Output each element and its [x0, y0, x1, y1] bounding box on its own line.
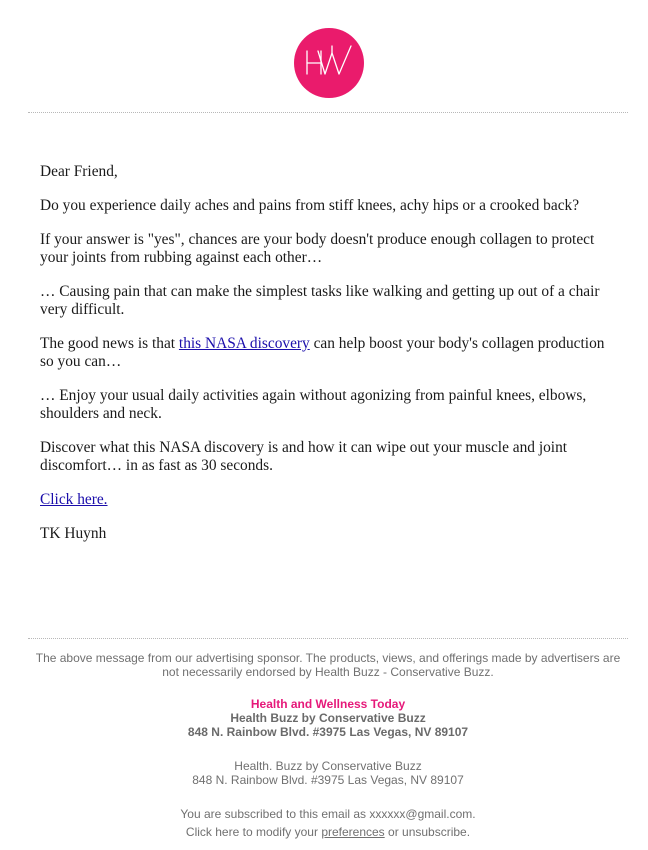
preferences-text-start: Click here to modify your — [185, 825, 322, 839]
header-divider — [28, 112, 628, 113]
preferences-link[interactable]: preferences — [321, 825, 385, 839]
paragraph-1: Do you experience daily aches and pains from stiff knees, achy hips or a crooked back? — [40, 197, 580, 214]
hw-logo — [294, 28, 364, 98]
click-here-link[interactable]: Click here. — [40, 491, 108, 508]
company-address: 848 N. Rainbow Blvd. #3975 Las Vegas, NV 89107 — [192, 773, 464, 787]
paragraph-3: … Causing pain that can make the simplest tasks like walking and getting up out of a chair very difficult. — [40, 283, 600, 318]
cta-paragraph — [40, 491, 616, 509]
company-name-bold: Health Buzz by Conservative Buzz — [230, 711, 426, 725]
brand-name: Health and Wellness Today — [250, 697, 406, 711]
signature: TK Huynh — [40, 525, 107, 542]
preferences-text-end: or unsubscribe. — [384, 825, 471, 839]
company-address-bold: 848 N. Rainbow Blvd. #3975 Las Vegas, NV 89107 — [187, 725, 469, 739]
email-header — [0, 0, 648, 113]
sponsor-disclaimer: The above message from our advertising sponsor. The products, views, and offerings made by advertisers are not necessarily endorsed by Health Buzz - Conservative Buzz. — [35, 651, 621, 679]
email-footer — [28, 651, 628, 839]
paragraph-4 — [40, 335, 616, 371]
letter-body — [40, 163, 616, 559]
company-block — [28, 759, 628, 787]
greeting: Dear Friend, — [40, 163, 118, 180]
subscription-notice: You are subscribed to this email as xxxxxx@gmail.com. — [180, 807, 476, 821]
paragraph-5: … Enjoy your usual daily activities again without agonizing from painful knees, elbows, shoulders and neck. — [40, 387, 587, 422]
paragraph-4-text-end: can help boost your body's collagen production so you can… — [40, 335, 605, 370]
paragraph-4-text-start: The good news is that — [40, 335, 179, 352]
paragraph-2: If your answer is "yes", chances are your body doesn't produce enough collagen to protect your joints from rubbing against each other… — [40, 231, 595, 266]
hw-logo-mark — [294, 28, 364, 98]
footer-divider — [28, 638, 628, 639]
paragraph-6: Discover what this NASA discovery is and how it can wipe out your muscle and joint discomfort… in as fast as 30 seconds. — [40, 439, 568, 474]
preferences-line — [28, 825, 628, 839]
company-name: Health. Buzz by Conservative Buzz — [234, 759, 422, 773]
sender-block — [28, 697, 628, 739]
nasa-discovery-link[interactable]: this NASA discovery — [178, 335, 310, 352]
